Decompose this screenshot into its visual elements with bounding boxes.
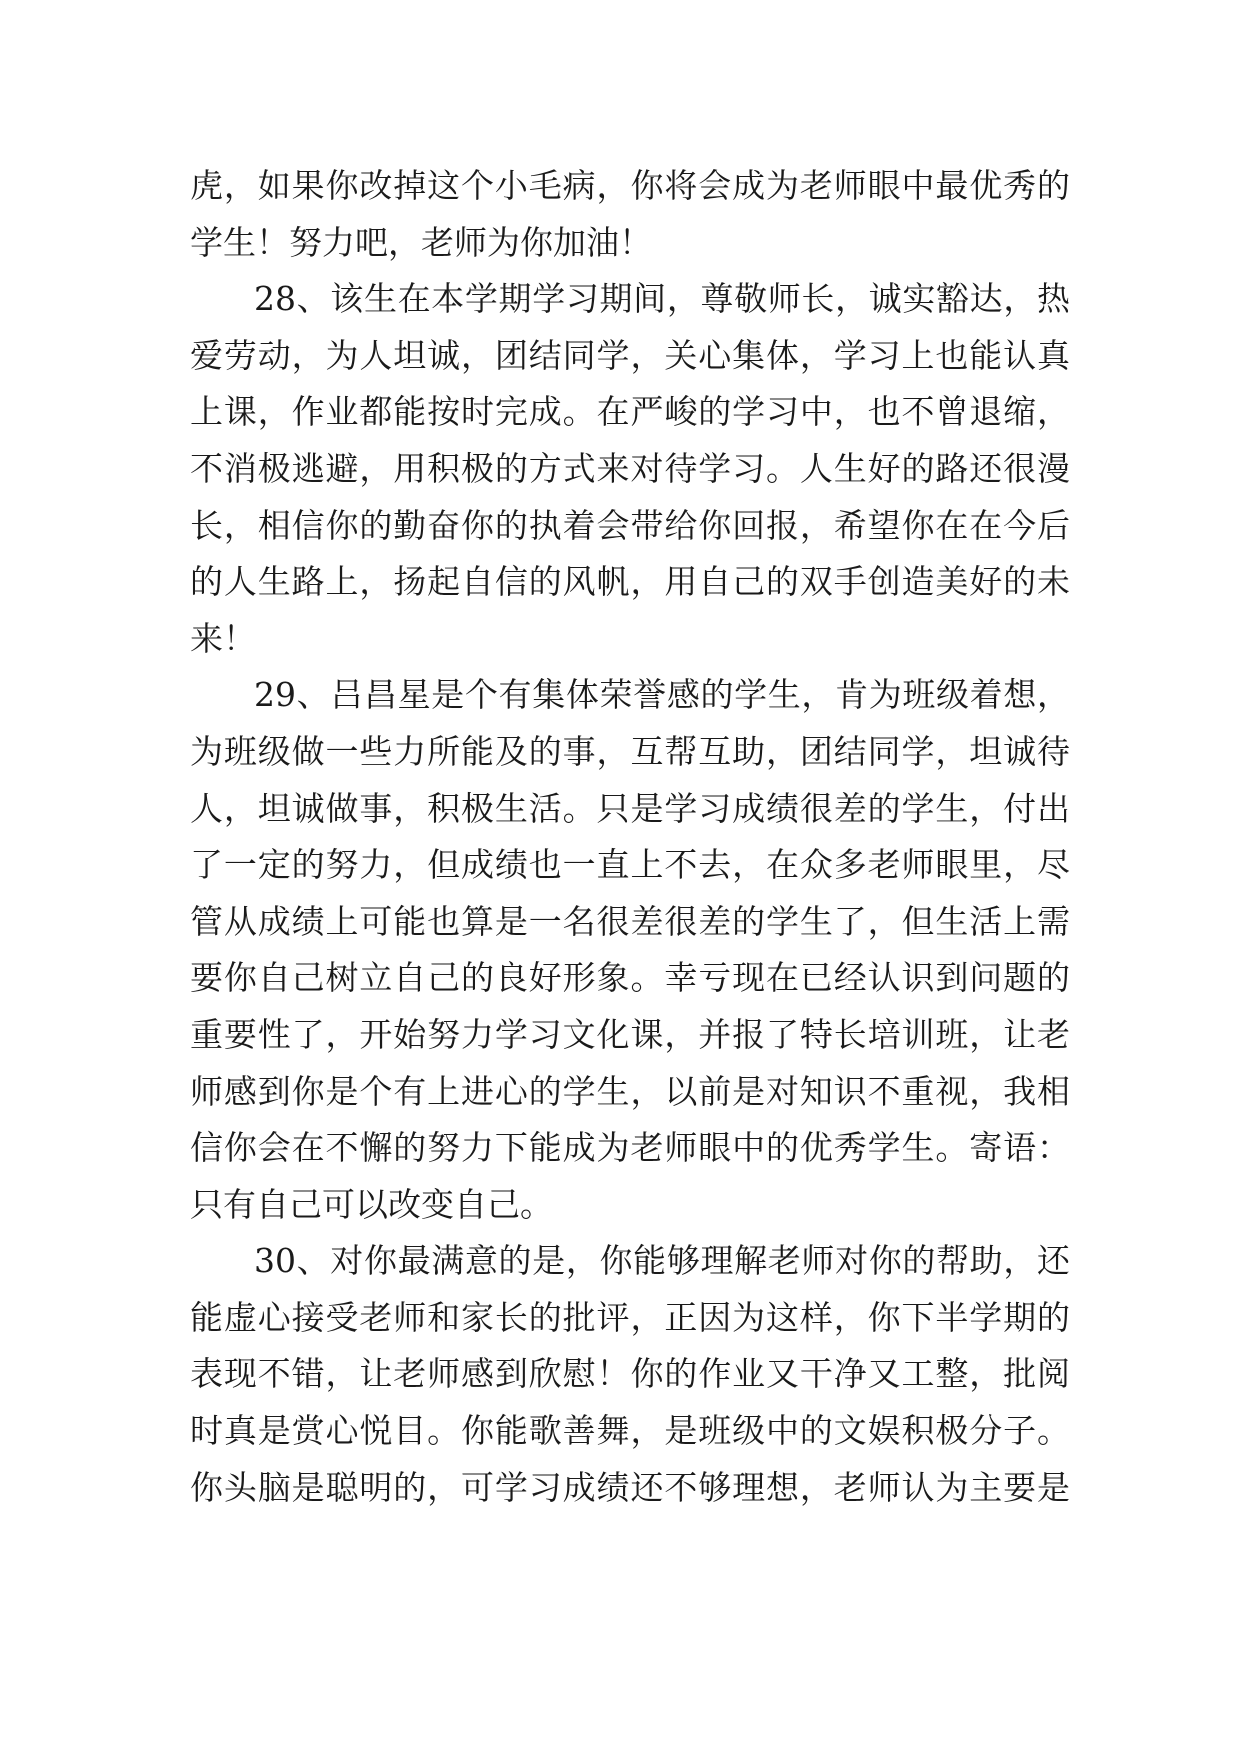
text-line: 30、对你最满意的是，你能够理解老师对你的帮助，还 <box>254 1241 1070 1281</box>
text-line: 要你自己树立自己的良好形象。幸亏现在已经认识到问题的 <box>190 958 1070 998</box>
text-line: 28、该生在本学期学习期间，尊敬师长，诚实豁达，热 <box>254 279 1070 319</box>
text-line: 你头脑是聪明的，可学习成绩还不够理想，老师认为主要是 <box>190 1467 1070 1507</box>
text-line: 能虚心接受老师和家长的批评，正因为这样，你下半学期的 <box>190 1297 1070 1337</box>
text-line: 重要性了，开始努力学习文化课，并报了特长培训班，让老 <box>190 1014 1070 1054</box>
text-line: 信你会在不懈的努力下能成为老师眼中的优秀学生。寄语： <box>190 1128 1070 1168</box>
document-body <box>190 158 1070 1516</box>
text-line: 学生！努力吧，老师为你加油！ <box>190 222 652 262</box>
text-line: 的人生路上，扬起自信的风帆，用自己的双手创造美好的未 <box>190 562 1070 602</box>
text-line: 时真是赏心悦目。你能歌善舞，是班级中的文娱积极分子。 <box>190 1411 1070 1451</box>
text-line: 师感到你是个有上进心的学生，以前是对知识不重视，我相 <box>190 1071 1070 1111</box>
text-line: 上课，作业都能按时完成。在严峻的学习中，也不曾退缩， <box>190 392 1070 432</box>
text-line: 来！ <box>190 618 256 658</box>
text-line: 只有自己可以改变自己。 <box>190 1184 553 1224</box>
text-line: 长，相信你的勤奋你的执着会带给你回报，希望你在在今后 <box>190 505 1070 545</box>
text-line: 了一定的努力，但成绩也一直上不去，在众多老师眼里，尽 <box>190 845 1070 885</box>
text-line: 29、吕昌星是个有集体荣誉感的学生，肯为班级着想， <box>254 675 1070 715</box>
text-line: 不消极逃避，用积极的方式来对待学习。人生好的路还很漫 <box>190 448 1070 488</box>
text-line: 管从成绩上可能也算是一名很差很差的学生了，但生活上需 <box>190 901 1070 941</box>
text-line: 为班级做一些力所能及的事，互帮互助，团结同学，坦诚待 <box>190 731 1070 771</box>
text-line: 表现不错，让老师感到欣慰！你的作业又干净又工整，批阅 <box>190 1354 1070 1394</box>
text-line: 虎，如果你改掉这个小毛病，你将会成为老师眼中最优秀的 <box>190 166 1070 205</box>
text-line: 爱劳动，为人坦诚，团结同学，关心集体，学习上也能认真 <box>190 335 1070 375</box>
text-line: 人，坦诚做事，积极生活。只是学习成绩很差的学生，付出 <box>190 788 1070 828</box>
